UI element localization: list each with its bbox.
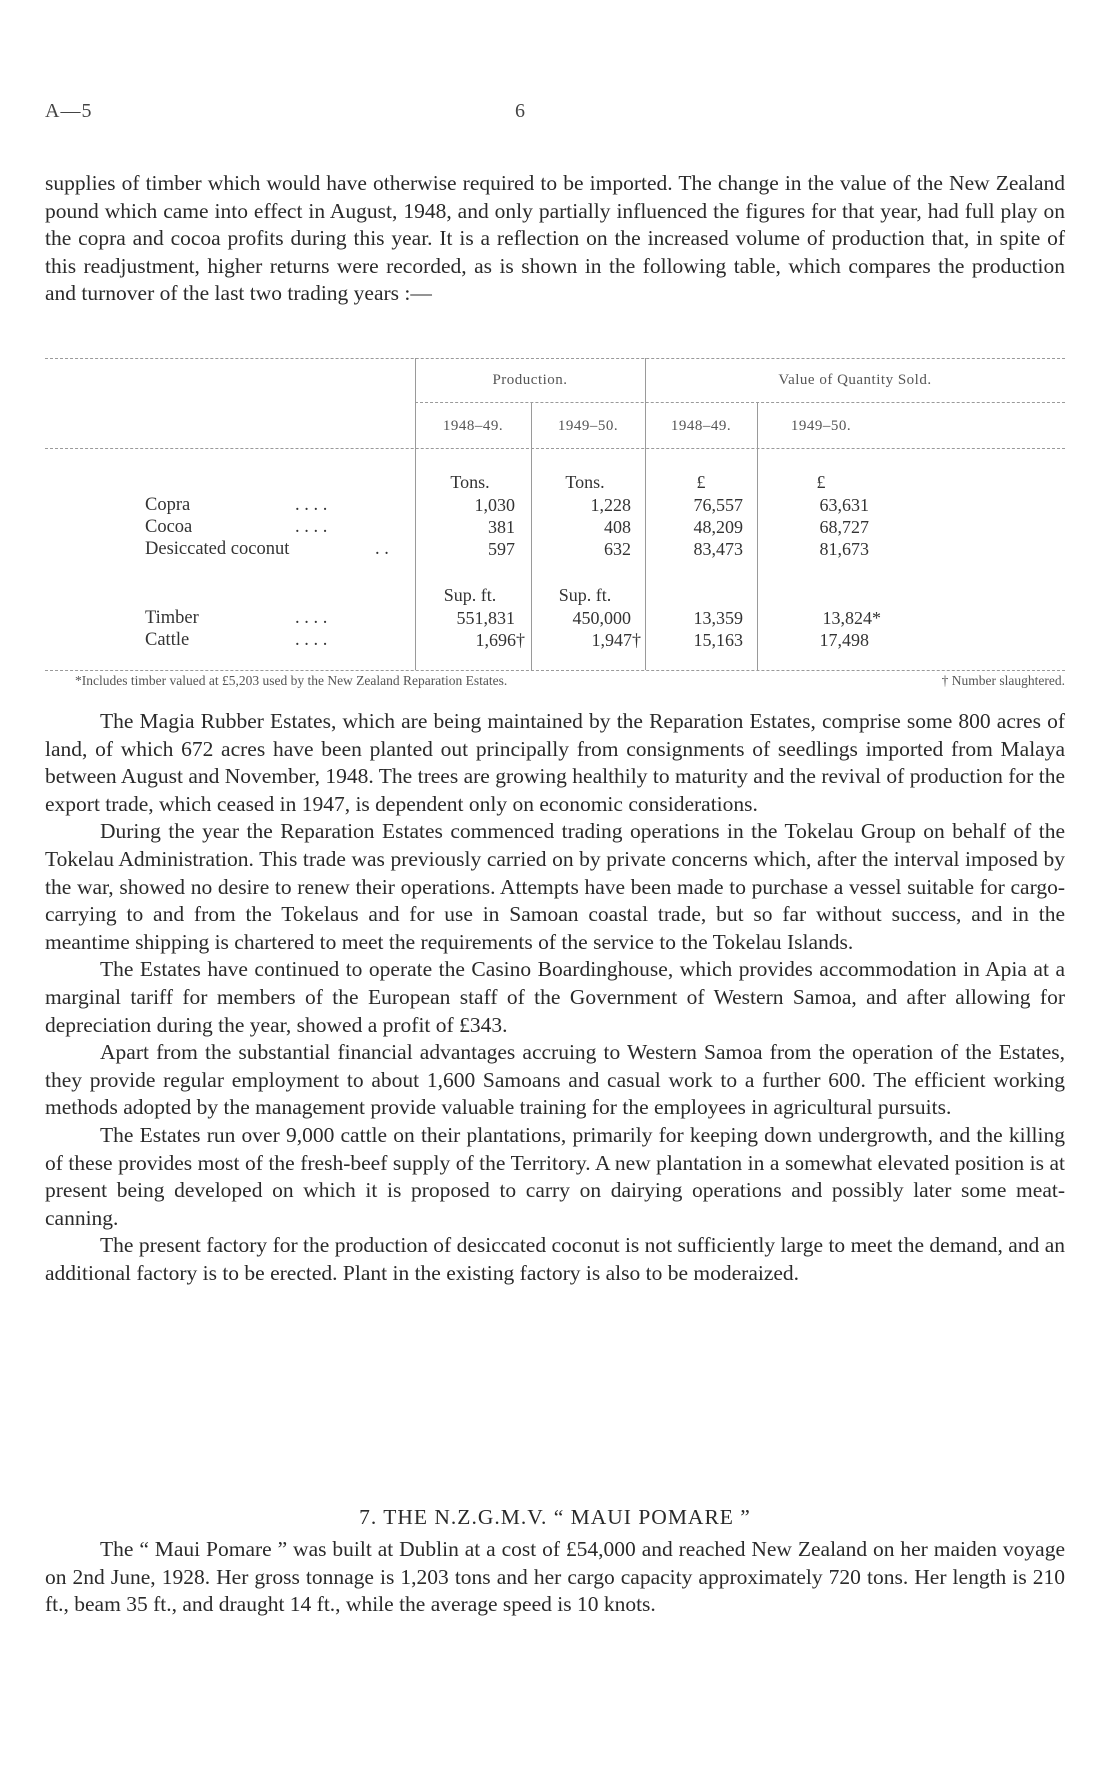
table-cell: 81,673 [819,539,869,559]
footnote-cattle: † Number slaughtered. [941,673,1065,688]
page-number: 6 [515,100,525,122]
table-cell: 76,557 [693,495,743,515]
table-cell: 381 [488,517,515,537]
row-label: Copra [145,495,191,515]
section-title: 7. THE N.Z.G.M.V. “ MAUI POMARE ” [359,1505,751,1529]
table-cell: 1,696† [475,630,525,650]
body-section [45,708,1065,1287]
row-label: Cocoa [145,517,193,537]
document-reference: A—5 [45,100,93,122]
table-group-rule [415,402,1065,403]
table-cell: 83,473 [693,539,743,559]
unit-label: Sup. ft. [443,585,497,605]
table-cell: 13,359 [693,608,743,628]
table-header-rule [45,448,1065,449]
table-cell: 632 [604,539,631,559]
year-header: 1949–50. [790,418,852,434]
year-header: 1948–49. [442,418,504,434]
row-leader: . . [375,539,389,559]
paragraph: The Estates have continued to operate the Casino Boardinghouse, which provides accommodation in Apia at a marginal tariff for members of the European staff of the Government of Western Samoa, and after allowing for depreciation during the year, showed a profit of £343. [45,957,1065,1037]
row-leader: . . . . [295,517,328,537]
paragraph: The Magia Rubber Estates, which are being maintained by the Reparation Estates, comprise some 800 acres of land, of which 672 acres have been planted out principally from consignments of seedlings imported from Malaya between August and November, 1948. The trees are growing healthily to maturity and the revival of production for the export trade, which ceased in 1947, is dependent only on economic considerations. [45,709,1065,816]
row-label: Timber [145,608,199,628]
group-header-value: Value of Quantity Sold. [778,372,932,388]
table-cell: 1,947† [591,630,641,650]
table-cell: 408 [604,517,631,537]
unit-label: Tons. [565,472,605,492]
unit-label: £ [816,472,826,492]
year-header: 1948–49. [670,418,732,434]
intro-paragraph: supplies of timber which would have otherwise required to be imported. The change in the value of the New Zealand pound which came into effect in August, 1948, and only partially influenced the figures for that year, had full play on the copra and cocoa profits during this year. It is a reflection on the increased volume of production that, in spite of this readjustment, higher returns were recorded, as is shown in the following table, which compares the production and turnover of the last two trading years :— [45,171,1065,306]
row-label: Desiccated coconut [145,539,290,559]
paragraph: During the year the Reparation Estates commenced trading operations in the Tokelau Group on behalf of the Tokelau Administration. This trade was previously carried on by private concerns which, after the interval imposed by the war, showed no desire to renew their operations. Attempts have been made to purchase a vessel suitable for cargo-carrying to and from the Tokelaus and for use in Samoan coastal trade, but so far without success, and in the meantime shipping is chartered to meet the requirements of the service to the Tokelau Islands. [45,819,1065,954]
intro-section [45,170,1065,308]
production-table [45,358,1065,678]
paragraph: Apart from the substantial financial advantages accruing to Western Samoa from the operation of the Estates, they provide regular employment to about 1,600 Samoans and casual work to a further 600. The efficient working methods adopted by the management provide valuable training for the employees in agricultural pursuits. [45,1040,1065,1120]
table-cell: 13,824* [822,608,881,628]
ship-section [45,1536,1065,1619]
paragraph: The present factory for the production of desiccated coconut is not sufficiently large to meet the demand, and an additional factory is to be erected. Plant in the existing factory is also to be moderaized. [45,1233,1065,1285]
table-cell: 450,000 [572,608,631,628]
table-cell: 1,228 [590,495,631,515]
unit-label: £ [696,472,706,492]
row-label: Cattle [145,630,190,650]
unit-label: Tons. [450,472,490,492]
row-leader: . . . . [295,608,328,628]
table-cell: 1,030 [474,495,515,515]
table-cell: 551,831 [456,608,515,628]
table-cell: 15,163 [693,630,743,650]
ship-paragraph: The “ Maui Pomare ” was built at Dublin at a cost of £54,000 and reached New Zealand on her maiden voyage on 2nd June, 1928. Her gross tonnage is 1,203 tons and her cargo capacity approximately 720 tons. Her length is 210 ft., beam 35 ft., and draught 14 ft., while the average speed is 10 knots. [45,1537,1065,1617]
paragraph: The Estates run over 9,000 cattle on their plantations, primarily for keeping down undergrowth, and the killing of these provides most of the fresh-beef supply of the Territory. A new plantation in a somewhat elevated position is at present being developed on which it is proposed to carry on dairying operations and possibly later some meat-canning. [45,1122,1065,1230]
table-cell: 68,727 [819,517,869,537]
row-leader: . . . . [295,630,328,650]
table-cell: 17,498 [819,630,869,650]
year-header: 1949–50. [557,418,619,434]
table-cell: 597 [488,539,515,559]
table-cell: 48,209 [693,517,743,537]
page-header [45,100,1065,130]
table-bottom-rule [45,670,1065,671]
table-cell: 63,631 [819,495,869,515]
unit-label: Sup. ft. [558,585,612,605]
footnote-timber: *Includes timber valued at £5,203 used by the New Zealand Reparation Estates. [75,673,508,688]
row-leader: . . . . [295,495,328,515]
table-top-rule [45,358,1065,359]
group-header-production: Production. [492,372,568,388]
